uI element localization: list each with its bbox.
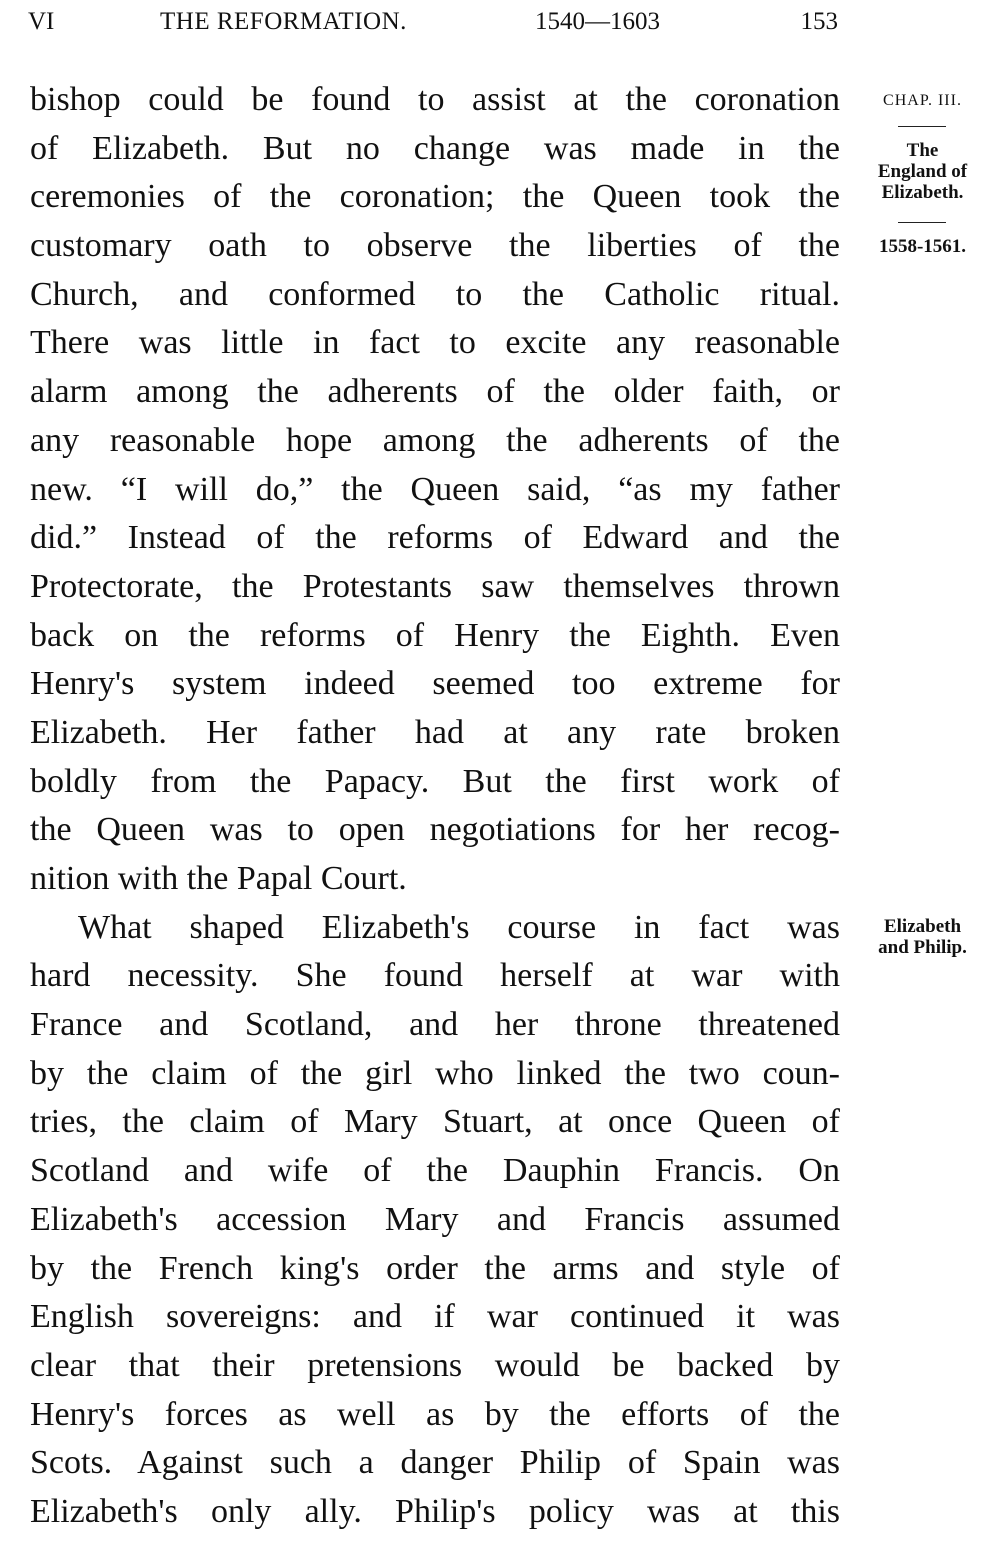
- margin-note-philip: [850, 916, 995, 958]
- text-line: tries, the claim of Mary Stuart, at once Queen of: [30, 1103, 840, 1141]
- text-line: alarm among the adherents of the older faith, or: [30, 373, 840, 411]
- text-line: bishop could be found to assist at the coronation: [30, 81, 840, 118]
- text-line: Scotland and wife of the Dauphin Francis. On: [30, 1152, 840, 1190]
- text-line: the Queen was to open negotiations for her recog-: [30, 811, 840, 849]
- text-line: English sovereigns: and if war continued it was: [30, 1298, 840, 1336]
- text-line: did.” Instead of the reforms of Edward and the: [30, 519, 840, 557]
- margin-topic: [850, 140, 995, 203]
- margin-note-line: and Philip.: [878, 937, 967, 958]
- text-line: Elizabeth. Her father had at any rate broken: [30, 713, 840, 751]
- text-line: ceremonies of the coronation; the Queen took the: [30, 178, 840, 216]
- text-line: What shaped Elizabeth's course in fact was: [78, 908, 840, 946]
- text-line: clear that their pretensions would be backed by: [30, 1346, 840, 1384]
- running-header: [28, 8, 840, 40]
- text-line: new. “I will do,” the Queen said, “as my father: [30, 470, 840, 508]
- text-line: Henry's forces as well as by the efforts of the: [30, 1395, 840, 1433]
- text-line: Elizabeth's only ally. Philip's policy was at this: [30, 1492, 840, 1530]
- text-line: back on the reforms of Henry the Eighth. Even: [30, 616, 840, 654]
- text-line: by the claim of the girl who linked the two coun-: [30, 1054, 840, 1092]
- text-line: by the French king's order the arms and style of: [30, 1249, 840, 1287]
- text-line: Protectorate, the Protestants saw themselves thrown: [30, 567, 840, 605]
- text-line: customary oath to observe the liberties of the: [30, 227, 840, 265]
- text-line: Scots. Against such a danger Philip of Spain was: [30, 1444, 840, 1482]
- margin-rule: [898, 222, 946, 223]
- text-line: hard necessity. She found herself at war with: [30, 957, 840, 995]
- margin-note-line: Elizabeth: [883, 916, 962, 937]
- running-title: THE REFORMATION.: [160, 8, 407, 35]
- body-text: [30, 76, 840, 1537]
- text-line: of Elizabeth. But no change was made in the: [30, 129, 840, 167]
- section-number: VI: [28, 8, 55, 35]
- margin-chapter: CHAP. III.: [883, 92, 962, 109]
- margin-rule: [898, 126, 946, 127]
- margin-topic-line: Elizabeth.: [881, 182, 964, 203]
- page-number: 153: [800, 8, 838, 35]
- margin-topic-line: The: [906, 140, 939, 161]
- text-line: nition with the Papal Court.: [30, 860, 407, 897]
- margin-date-range: 1558-1561.: [878, 236, 967, 257]
- text-line: Henry's system indeed seemed too extreme for: [30, 665, 840, 703]
- text-line: Elizabeth's accession Mary and Francis assumed: [30, 1200, 840, 1238]
- text-line: boldly from the Papacy. But the first work of: [30, 762, 840, 800]
- text-line: Church, and conformed to the Catholic ritual.: [30, 275, 840, 313]
- text-line: any reasonable hope among the adherents of the: [30, 421, 840, 459]
- margin-topic-line: England of: [877, 161, 968, 182]
- running-dates: 1540—1603: [535, 8, 660, 35]
- text-line: There was little in fact to excite any reasonable: [30, 324, 840, 362]
- text-line: France and Scotland, and her throne threatened: [30, 1006, 840, 1044]
